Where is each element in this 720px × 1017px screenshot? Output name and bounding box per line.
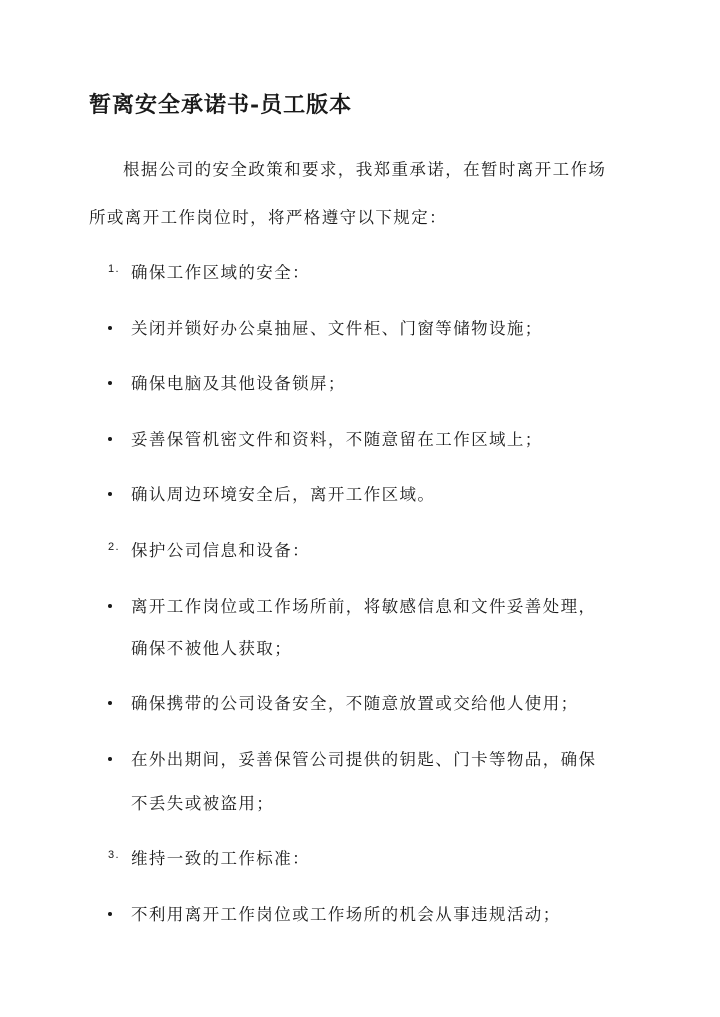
list-item-text: 确保电脑及其他设备锁屏； (131, 374, 346, 393)
list-item-text: 确认周边环境安全后，离开工作区域。 (131, 485, 436, 504)
section-heading-text: 确保工作区域的安全： (131, 263, 310, 282)
list-item-text: 不利用离开工作岗位或工作场所的机会从事违规活动； (131, 905, 561, 924)
list-item-text: 不丢失或被盗用； (131, 794, 275, 813)
section-number: 1. (108, 263, 120, 275)
intro-paragraph-line-1: 根据公司的安全政策和要求，我郑重承诺，在暂时离开工作场 (123, 160, 607, 179)
bullet-icon (108, 381, 112, 385)
bullet-icon (108, 757, 112, 761)
list-item-text: 确保携带的公司设备安全，不随意放置或交给他人使用； (131, 694, 579, 713)
section-heading-text: 保护公司信息和设备： (131, 541, 310, 560)
bullet-icon (108, 437, 112, 441)
section-number: 2. (108, 541, 120, 553)
section-heading-text: 维持一致的工作标准： (131, 849, 310, 868)
list-item-text: 关闭并锁好办公桌抽屉、文件柜、门窗等储物设施； (131, 319, 543, 338)
bullet-icon (108, 701, 112, 705)
bullet-icon (108, 492, 112, 496)
list-item-text: 确保不被他人获取； (131, 639, 293, 658)
document-title: 暂离安全承诺书-员工版本 (89, 92, 353, 118)
section-number: 3. (108, 849, 120, 861)
intro-paragraph-line-2: 所或离开工作岗位时，将严格遵守以下规定： (89, 208, 447, 227)
bullet-icon (108, 912, 112, 916)
bullet-icon (108, 604, 112, 608)
list-item-text: 在外出期间，妥善保管公司提供的钥匙、门卡等物品，确保 (131, 750, 597, 769)
list-item-text: 离开工作岗位或工作场所前，将敏感信息和文件妥善处理， (131, 597, 597, 616)
bullet-icon (108, 326, 112, 330)
list-item-text: 妥善保管机密文件和资料，不随意留在工作区域上； (131, 430, 543, 449)
